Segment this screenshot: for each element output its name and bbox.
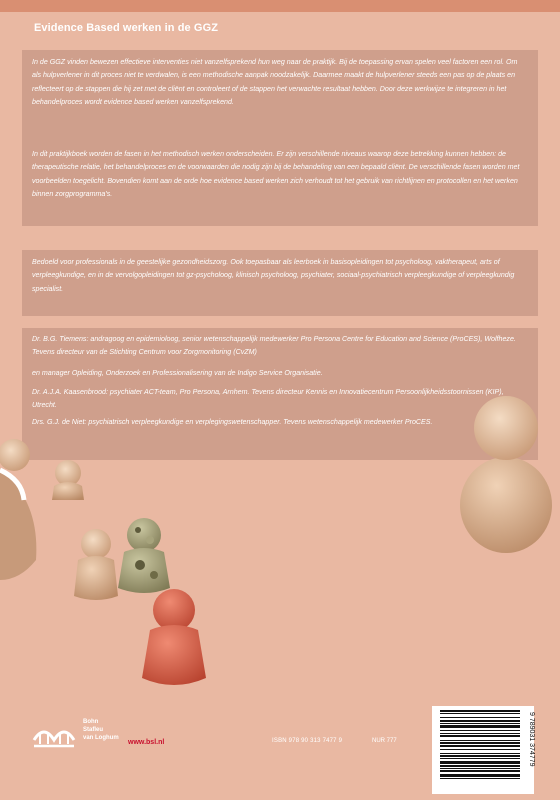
publisher-name bbox=[83, 718, 119, 742]
barcode-bar bbox=[440, 755, 520, 757]
barcode-bar bbox=[440, 733, 520, 734]
barcode-bar bbox=[440, 717, 520, 718]
publisher-line-1: Bohn bbox=[83, 719, 99, 725]
barcode-bar bbox=[440, 753, 520, 754]
blurb-paragraph-2: In dit praktijkboek worden de fasen in het methodisch werken onderscheiden. Er zijn verschillende niveaus waarop deze betrekking kunnen hebben: de therapeutische relatie, het behandelproces en de voorwaarden die nodig zijn bij de behandeling van een bepaald cliënt. De verschillende fasen worden met voorbeelden toegelicht. Bovendien komt aan de orde hoe evidence based werken zich verhoudt tot het gebruik van richtlijnen en protocollen en het werken binnen zorgprogramma's. bbox=[32, 150, 520, 199]
book-title: Evidence Based werken in de GGZ bbox=[34, 22, 219, 34]
author-bio-2: Dr. A.J.A. Kaasenbrood: psychiater ACT-team, Pro Persona, Arnhem. Tevens directeur Kennis en Innovatiecentrum Persoonlijkheidsstoornissen (KIP), Utrecht. bbox=[32, 388, 504, 410]
barcode-bar bbox=[440, 713, 520, 714]
barcode-bar bbox=[440, 720, 520, 722]
barcode-graphic bbox=[432, 706, 534, 794]
author-bio-3: Drs. G.J. de Niet: psychiatrisch verpleegkundige en verplegingswetenschapper. Tevens wetenschappelijk medewerker ProCES. bbox=[32, 418, 433, 426]
barcode-bar bbox=[440, 761, 520, 764]
barcode-bar bbox=[440, 723, 520, 724]
barcode-bar bbox=[440, 774, 520, 777]
publisher-line-2: Stafleu bbox=[83, 727, 104, 733]
author-bio-1: Dr. B.G. Tiemens: andragoog en epidemioloog, senior wetenschappelijk medewerker Pro Persona Centre for Education and Science (ProCES), Wolfheze. Tevens directeur van de Stichting Centrum voor Zorgmonitoring (CvZM) bbox=[32, 335, 516, 357]
barcode-bar bbox=[440, 742, 520, 744]
barcode-bar bbox=[440, 735, 520, 737]
barcode-bar bbox=[440, 730, 520, 731]
figure-camouflage bbox=[118, 518, 170, 593]
barcode-bar bbox=[440, 745, 520, 747]
publisher-website[interactable]: www.bsl.nl bbox=[128, 739, 165, 746]
barcode-bar bbox=[440, 778, 520, 779]
figure-left bbox=[0, 439, 36, 580]
audience-paragraph: Bedoeld voor professionals in de geestelijke gezondheidszorg. Ook toepasbaar als leerboek in basisopleidingen tot psycholoog, vaktherapeut, arts of verpleegkundige, en in de vervolgopleidingen tot gz-psycholoog, klinisch psycholoog, psychiater, sociaal-psychiatrisch verpleegkundige of verpleegkundig specialist. bbox=[32, 258, 515, 293]
barcode-bar bbox=[440, 758, 520, 759]
nur-code: NUR 777 bbox=[372, 738, 397, 744]
publisher-logo bbox=[30, 718, 78, 750]
blurb-paragraph-1: In de GGZ vinden bewezen effectieve interventies niet vanzelfsprekend hun weg naar de praktijk. Bij de toepassing ervan spelen veel factoren een rol. Om als hulpverlener in dit proces niet te verdwalen, is een methodische aanpak noodzakelijk. Daarmee maakt de hulpverlener steeds een pas op de plaats en reflecteert op de stappen die hij zet met de cliënt en controleert of de stappen het verwachte resultaat hebben. Door deze werkwijze te integreren in het behandelproces wordt evidence based werken vanzelfsprekend. bbox=[32, 58, 518, 107]
barcode-bar bbox=[440, 740, 520, 741]
barcode-panel bbox=[432, 706, 534, 794]
barcode-bar bbox=[440, 710, 520, 712]
figure-red bbox=[142, 589, 206, 685]
barcode-bar bbox=[440, 768, 520, 769]
barcode-bar bbox=[440, 749, 520, 750]
figure-center bbox=[74, 529, 118, 600]
author-bio-1-continued: en manager Opleiding, Onderzoek en Professionalisering van de Indigo Service Organisatie. bbox=[32, 369, 323, 377]
figure-middle-left bbox=[52, 460, 84, 500]
barcode-digits: 9 789031 374779 bbox=[528, 712, 535, 767]
barcode-bar bbox=[440, 765, 520, 767]
isbn-number: ISBN 978 90 313 7477 9 bbox=[272, 738, 343, 744]
barcode-bar bbox=[440, 770, 520, 772]
publisher-line-3: van Loghum bbox=[83, 735, 119, 741]
barcode-bar bbox=[440, 725, 520, 728]
